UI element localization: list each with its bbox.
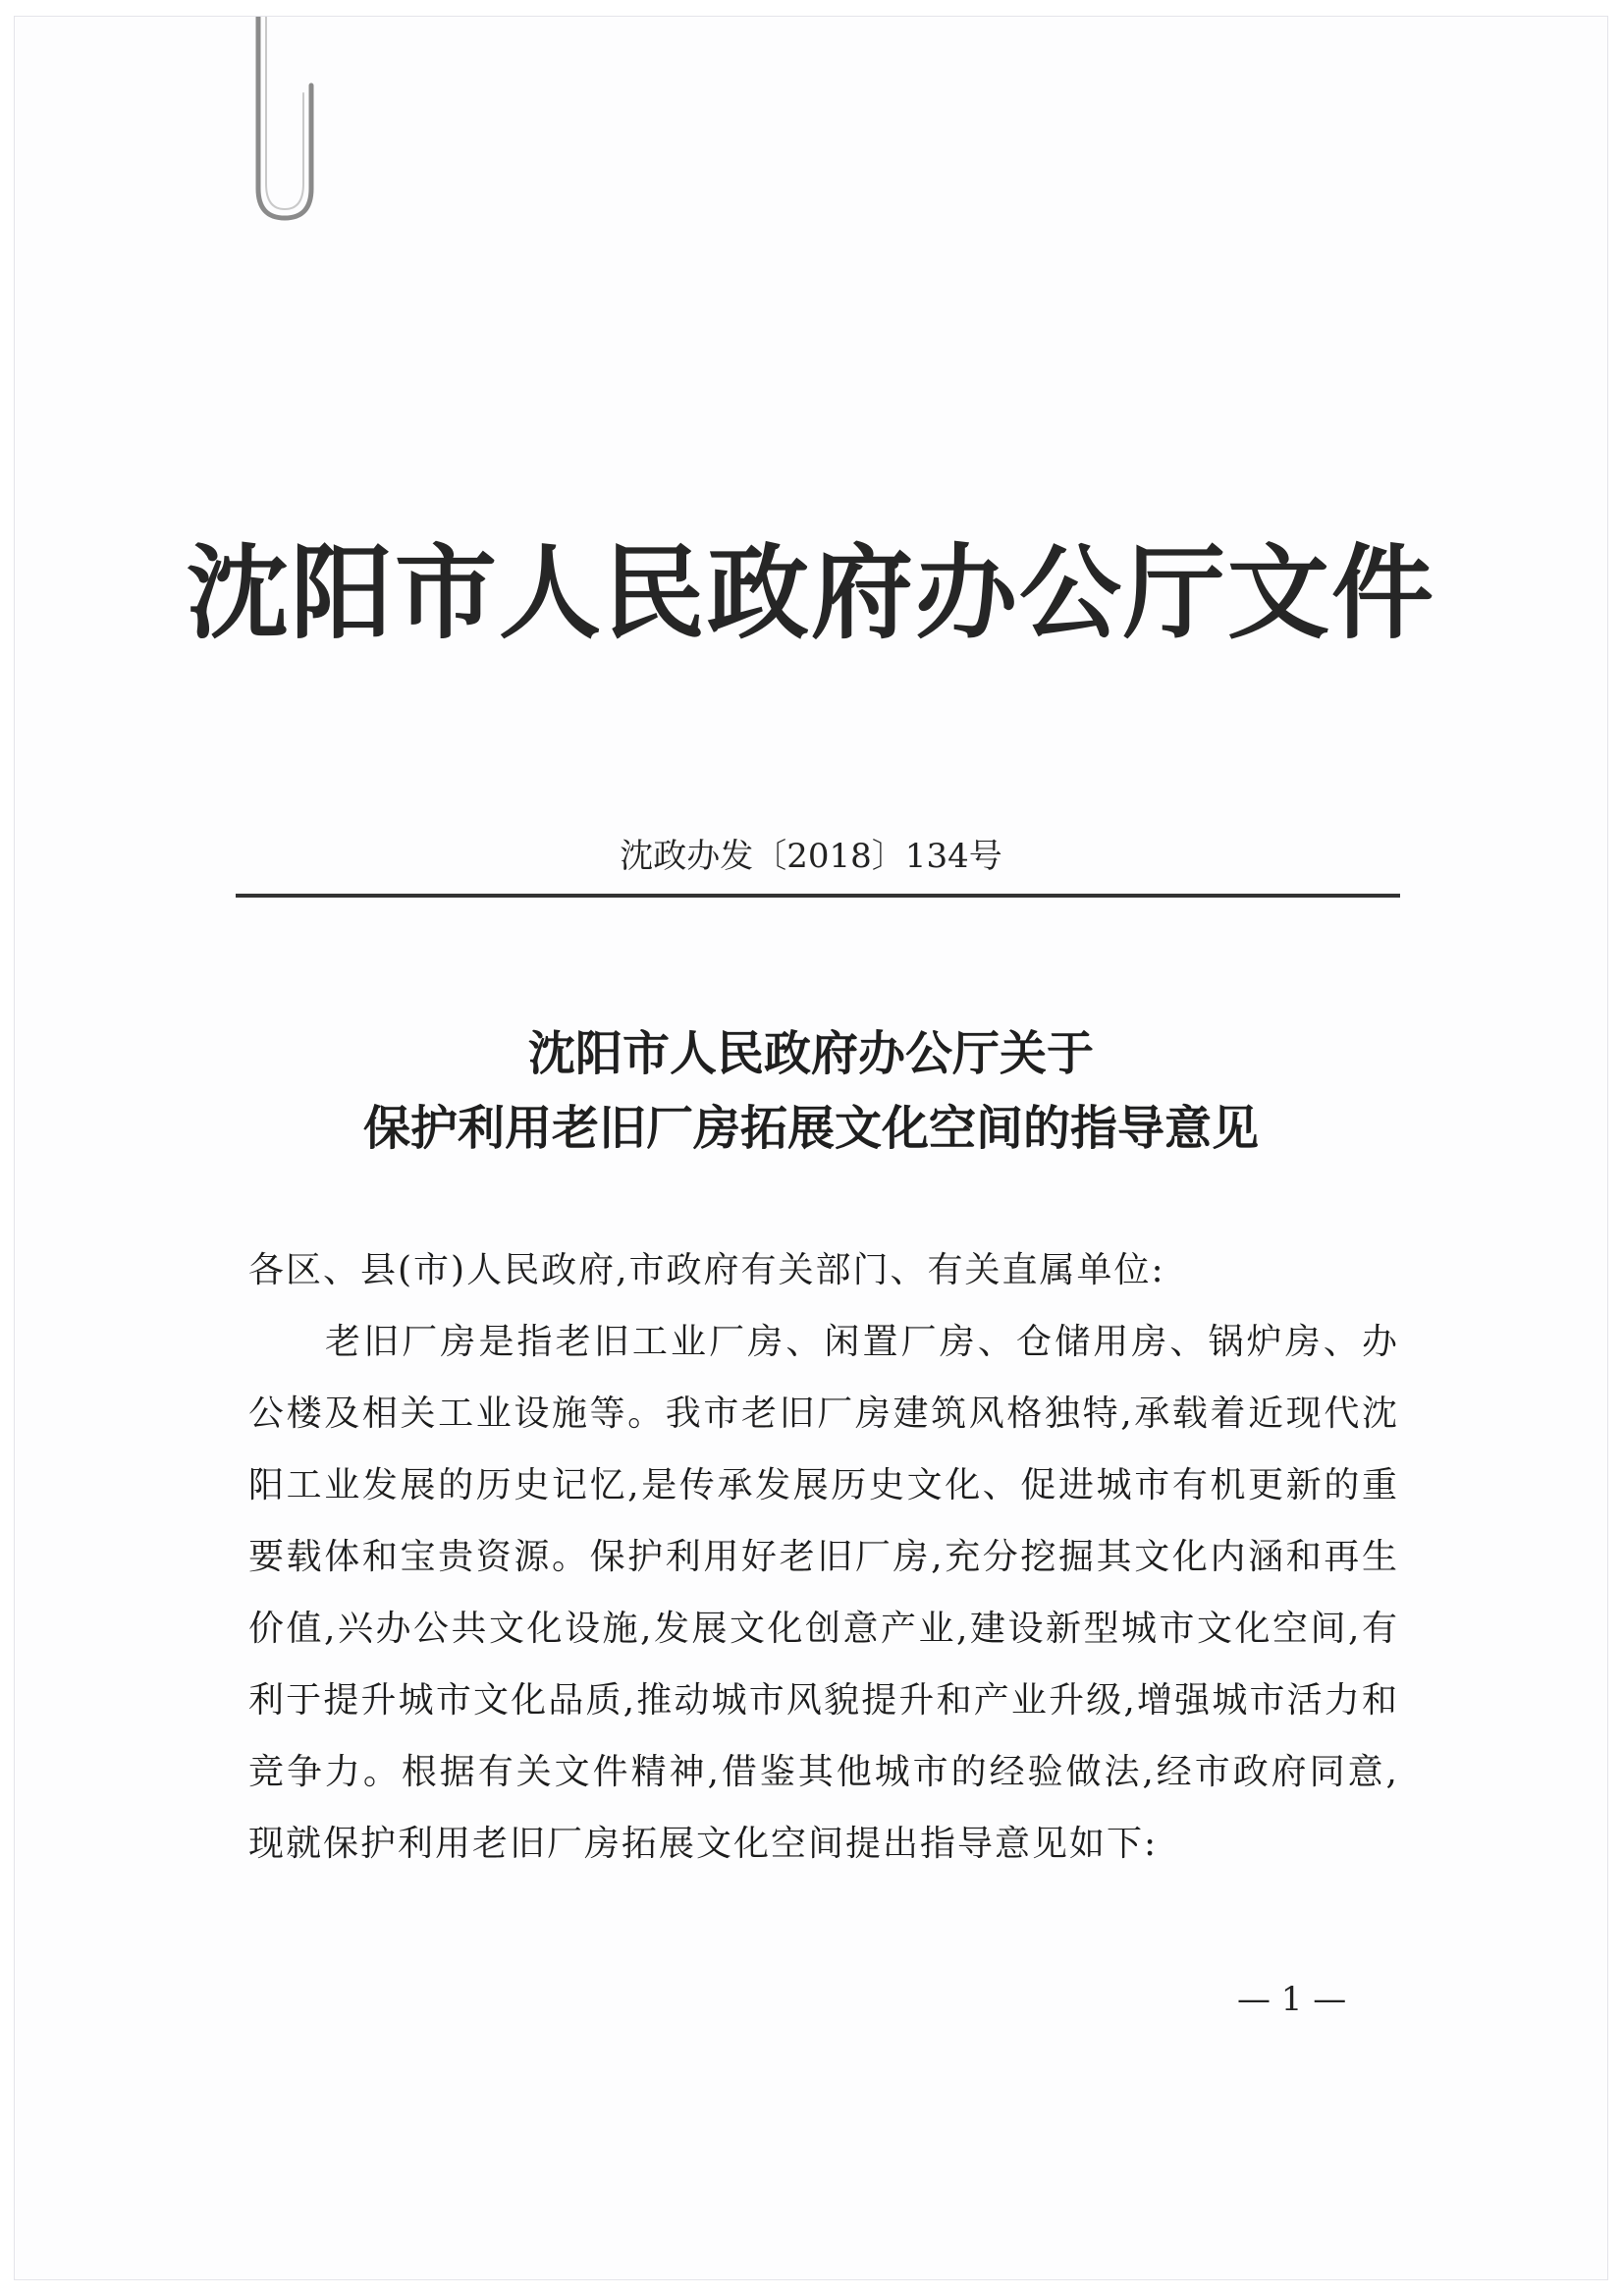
salutation: 各区、县(市)人民政府,市政府有关部门、有关直属单位:: [248, 1250, 1165, 1290]
document-page: [14, 16, 1608, 2280]
page-number: — 1 —: [1237, 1980, 1347, 2019]
document-masthead: 沈阳市人民政府办公厅文件: [186, 533, 1435, 653]
body-paragraph: 老旧厂房是指老旧工业厂房、闲置厂房、仓储用房、锅炉房、办公楼及相关工业设施等。我市老旧厂房建筑风格独特,承载着近现代沈阳工业发展的历史记忆,是传承发展历史文化、促进城市有机更新的重要载体和宝贵资源。保护利用好老旧厂房,充分挖掘其文化内涵和再生价值,兴办公共文化设施,发展文化创意产业,建设新型城市文化空间,有利于提升城市文化品质,推动城市风貌提升和产业升级,增强城市活力和竞争力。根据有关文件精神,借鉴其他城市的经验做法,经市政府同意,现就保护利用老旧厂房拓展文化空间提出指导意见如下:: [248, 1322, 1399, 1864]
paperclip-icon: [239, 17, 356, 243]
header-divider: [236, 894, 1400, 898]
document-title-line-1: 沈阳市人民政府办公厅关于: [527, 1026, 1094, 1081]
document-body: [248, 1234, 1399, 1880]
document-title-line-2: 保护利用老旧厂房拓展文化空间的指导意见: [362, 1101, 1259, 1156]
document-number: 沈政办发〔2018〕134号: [620, 837, 1002, 876]
